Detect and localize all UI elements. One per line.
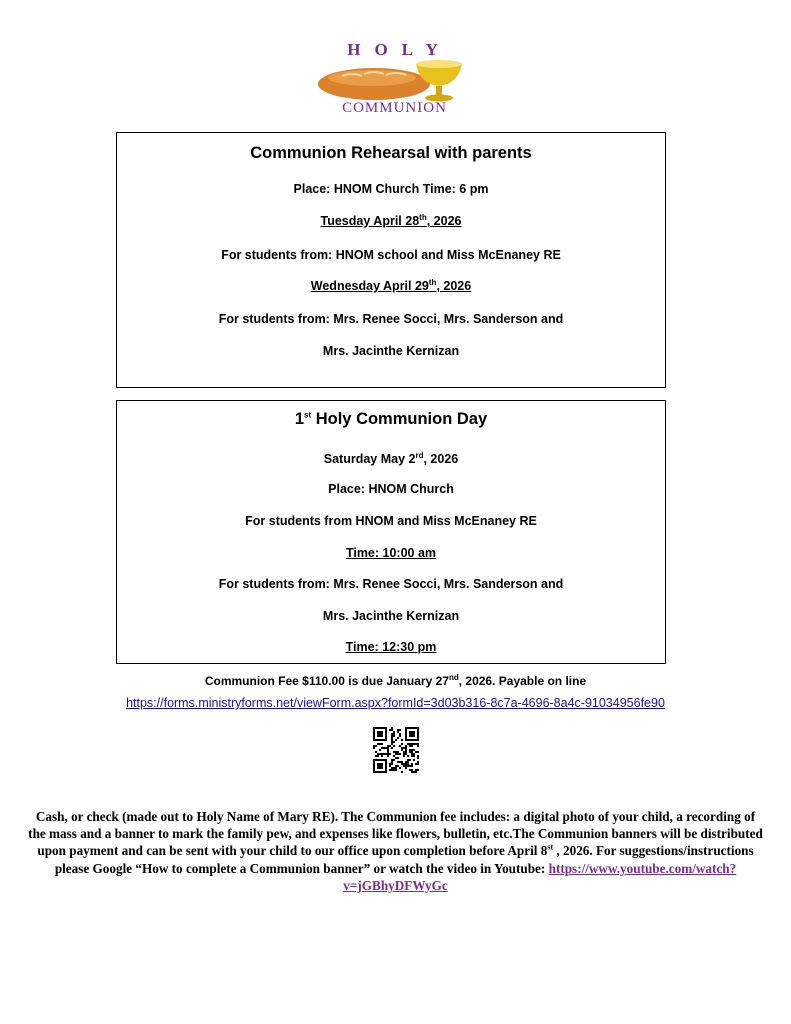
rehearsal-date-1-students: For students from: HNOM school and Miss McEnaney RE <box>221 248 561 262</box>
rehearsal-box <box>116 132 666 388</box>
rehearsal-date-1: Tuesday April 28th, 2026 <box>320 212 462 228</box>
holy-communion-logo <box>312 40 477 118</box>
communion-group-1-students: For students from HNOM and Miss McEnaney RE <box>245 514 537 528</box>
rehearsal-date-2-students-line1: For students from: Mrs. Renee Socci, Mrs. Sanderson and <box>218 312 564 326</box>
rehearsal-date-2-students-line2: Mrs. Jacinthe Kernizan <box>322 344 460 358</box>
qr-code-icon[interactable] <box>373 727 419 773</box>
communion-group-2-students-line1: For students from: Mrs. Renee Socci, Mrs. Sanderson and <box>218 577 564 591</box>
communion-day-date: Saturday May 2rd, 2026 <box>323 450 459 466</box>
communion-day-heading: 1st Holy Communion Day <box>294 410 488 428</box>
rehearsal-date-2: Wednesday April 29th, 2026 <box>310 277 472 293</box>
communion-group-2-students-line2: Mrs. Jacinthe Kernizan <box>322 609 460 623</box>
youtube-video-link[interactable]: https://www.youtube.com/watch?v=jGBhyDFWyGc <box>343 860 737 893</box>
communion-day-place: Place: HNOM Church <box>328 482 454 496</box>
rehearsal-place-time: Place: HNOM Church Time: 6 pm <box>293 182 489 196</box>
communion-group-1-time: Time: 10:00 am <box>345 546 437 560</box>
logo-title: HOLY <box>347 40 452 59</box>
fee-notes-paragraph: Cash, or check (made out to Holy Name of Mary RE). The Communion fee includes: a digital photo of your child, a recording of the mass and a banner to mark the family pew, and expenses like flowers, bulletin, etc.The Communion banners will be distributed upon payment and can be sent with your child to our office upon completion before April 8st , 2026. For suggestions/instructions please Google “How to complete a Communion banner” or watch the video in Youtube: https://www.youtube.com/watch?v=jGBhyDFWyGc <box>28 809 763 893</box>
payment-form-link[interactable]: https://forms.ministryforms.net/viewForm.aspx?formId=3d03b316-8c7a-4696-8a4c-91034956fe90 <box>126 696 665 710</box>
communion-group-2-time: Time: 12:30 pm <box>345 640 437 654</box>
communion-day-box <box>116 400 666 664</box>
rehearsal-heading: Communion Rehearsal with parents <box>250 144 532 162</box>
bread-chalice-icon <box>312 54 477 104</box>
communion-fee-text: Communion Fee $110.00 is due January 27nd, 2026. Payable on line <box>204 673 587 688</box>
logo-subtitle: COMMUNION <box>342 100 447 116</box>
